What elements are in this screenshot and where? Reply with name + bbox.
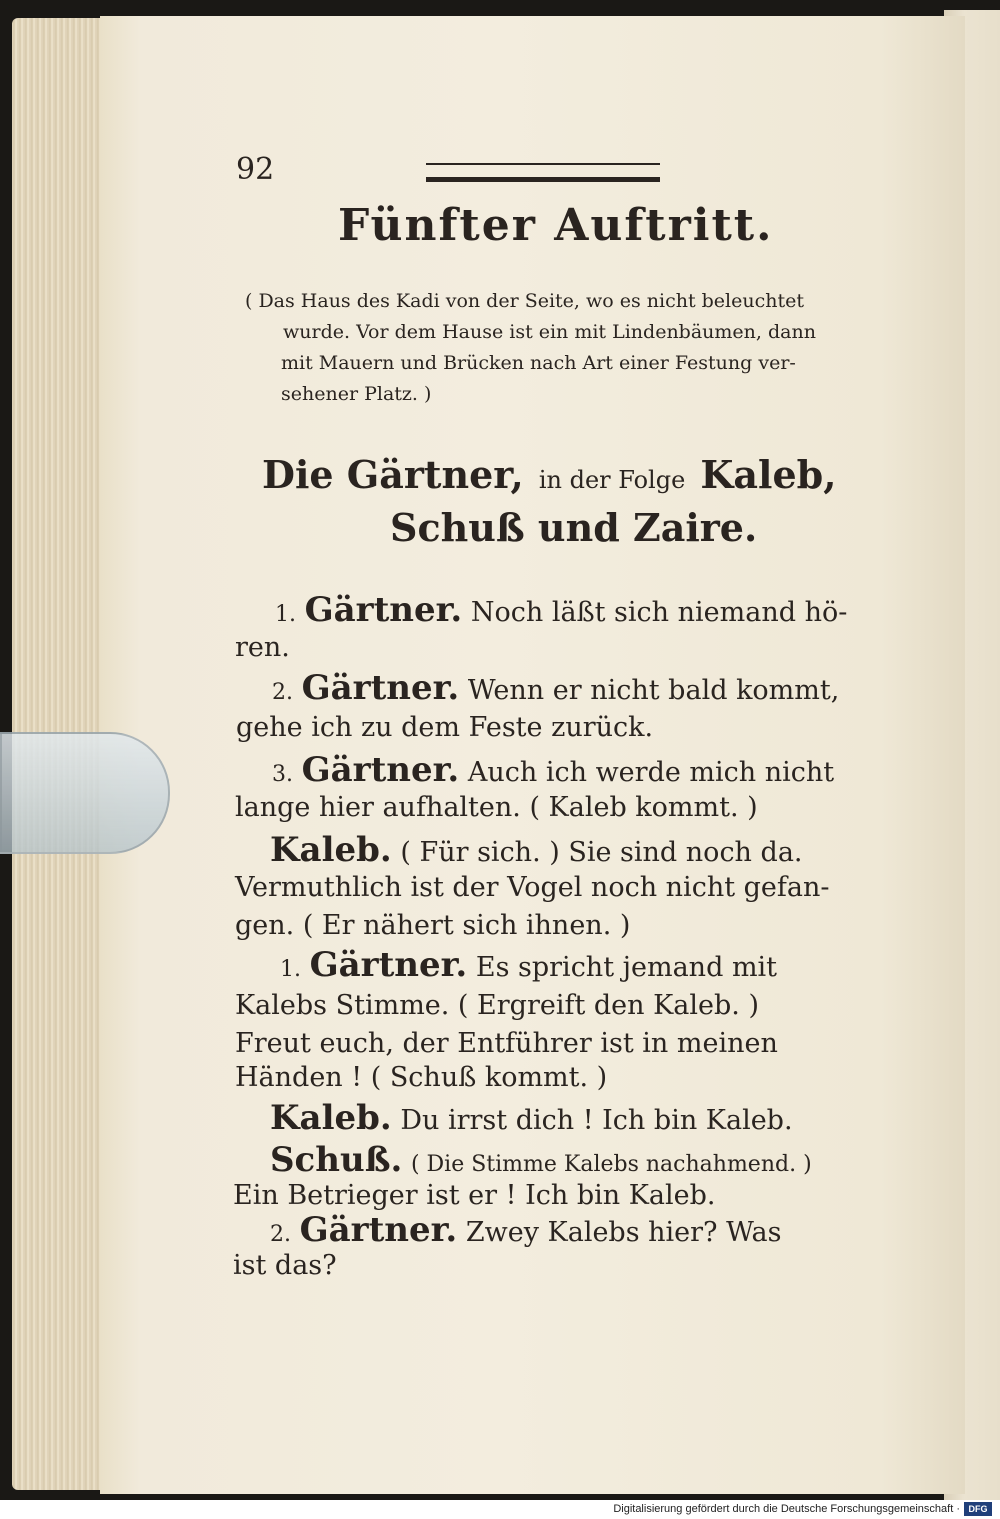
- speaker-number: 3.: [272, 762, 293, 787]
- dialogue-text: ( Für sich. ) Sie sind noch da.: [400, 837, 803, 868]
- dialogue-line: [280, 945, 777, 985]
- speaker-number: 2.: [272, 680, 293, 705]
- dialogue-line: [270, 830, 803, 870]
- dialogue-line: [270, 1210, 781, 1250]
- stage-direction-line: wurde. Vor dem Hause ist ein mit Lindenbäumen, dann: [283, 321, 816, 343]
- dialogue-line: gen. ( Er nähert sich ihnen. ): [235, 910, 631, 941]
- dialogue-line: Kalebs Stimme. ( Ergreift den Kaleb. ): [235, 990, 759, 1021]
- header-rule: [426, 163, 660, 182]
- page-clip: [0, 732, 170, 854]
- cast-connector: in der Folge: [538, 466, 686, 494]
- dialogue-line: ren.: [235, 632, 290, 663]
- speaker-name: Gärtner.: [304, 590, 463, 630]
- stage-direction-line: ( Das Haus des Kadi von der Seite, wo es nicht beleuchtet: [245, 290, 804, 312]
- footer-credit: Digitalisierung gefördert durch die Deutsche Forschungsgemeinschaft ·: [613, 1503, 960, 1515]
- dialogue-line: Freut euch, der Entführer ist in meinen: [235, 1028, 778, 1059]
- speaker-name: Gärtner.: [299, 1210, 458, 1250]
- dialogue-line: lange hier aufhalten. ( Kaleb kommt. ): [235, 792, 758, 823]
- speaker-name: Gärtner.: [309, 945, 468, 985]
- speaker-number: 1.: [275, 602, 296, 627]
- speaker-name: Kaleb.: [270, 830, 392, 870]
- cast-line-2: Schuß und Zaire.: [390, 505, 758, 550]
- cast-gardeners: Die Gärtner,: [262, 452, 524, 497]
- cast-line-1: [262, 452, 836, 497]
- speaker-name: Gärtner.: [301, 668, 460, 708]
- dialogue-line: [270, 1140, 812, 1180]
- speaker-name: Kaleb.: [270, 1098, 392, 1138]
- speaker-name: Gärtner.: [301, 750, 460, 790]
- dialogue-line: Händen ! ( Schuß kommt. ): [235, 1062, 608, 1093]
- dialogue-text: Noch läßt sich niemand hö-: [470, 597, 848, 628]
- speaker-number: 1.: [280, 957, 301, 982]
- dialogue-line: [275, 590, 847, 630]
- dialogue-line: ist das?: [233, 1250, 337, 1281]
- page-number: 92: [236, 152, 275, 187]
- dialogue-text: ( Die Stimme Kalebs nachahmend. ): [410, 1152, 812, 1177]
- scene-title: Fünfter Auftritt.: [338, 200, 774, 251]
- dialogue-text: Du irrst dich ! Ich bin Kaleb.: [400, 1105, 793, 1136]
- speaker-name: Schuß.: [270, 1140, 403, 1180]
- dialogue-line: [270, 1098, 793, 1138]
- dialogue-line: Vermuthlich ist der Vogel noch nicht gefan-: [235, 872, 830, 903]
- dialogue-text: Auch ich werde mich nicht: [467, 757, 835, 788]
- dialogue-line: Ein Betrieger ist er ! Ich bin Kaleb.: [233, 1180, 716, 1211]
- dialogue-line: [272, 750, 834, 790]
- dialogue-line: [272, 668, 839, 708]
- cast-kaleb: Kaleb,: [700, 452, 837, 497]
- stage-direction-line: sehener Platz. ): [281, 383, 432, 405]
- dialogue-text: Es spricht jemand mit: [475, 952, 778, 983]
- dfg-logo: DFG: [964, 1502, 992, 1516]
- dialogue-line: gehe ich zu dem Feste zurück.: [236, 712, 654, 743]
- speaker-number: 2.: [270, 1222, 291, 1247]
- dialogue-text: Zwey Kalebs hier? Was: [465, 1217, 782, 1248]
- footer-bar: [0, 1500, 1000, 1519]
- stage-direction-line: mit Mauern und Brücken nach Art einer Festung ver-: [281, 352, 796, 374]
- dialogue-text: Wenn er nicht bald kommt,: [467, 675, 840, 706]
